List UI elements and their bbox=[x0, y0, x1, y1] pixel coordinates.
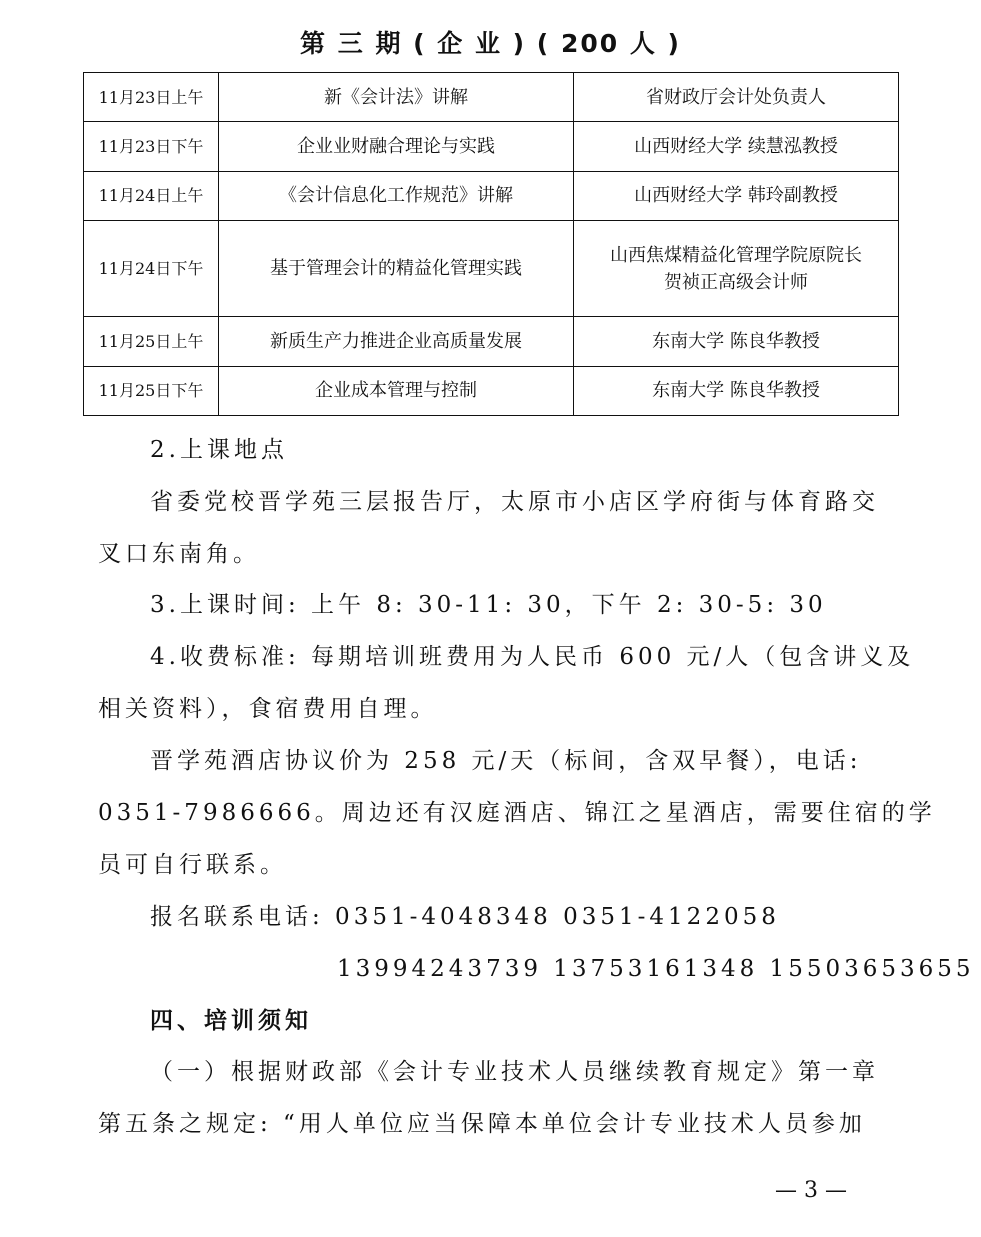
location-heading: 2.上课地点 bbox=[150, 437, 288, 463]
table-row bbox=[84, 122, 899, 171]
schedule-time: 11月24日下午 bbox=[84, 220, 219, 317]
page-number: — 3 — bbox=[775, 1178, 847, 1203]
hotel-info: 晋学苑酒店协议价为 258 元/天（标间，含双早餐），电话: bbox=[150, 748, 862, 774]
schedule-time: 11月25日下午 bbox=[84, 366, 219, 415]
contact-phones: 报名联系电话: 0351-4048348 0351-4122058 bbox=[150, 904, 780, 930]
schedule-topic: 《会计信息化工作规范》讲解 bbox=[219, 171, 574, 220]
schedule-topic: 新质生产力推进企业高质量发展 bbox=[219, 317, 574, 366]
table-row bbox=[84, 366, 899, 415]
schedule-lecturer bbox=[574, 220, 899, 317]
notice-paragraph-cont: 第五条之规定: “用人单位应当保障本单位会计专业技术人员参加 bbox=[98, 1111, 866, 1137]
hotel-info-end: 员可自行联系。 bbox=[98, 852, 287, 878]
table-row bbox=[84, 317, 899, 366]
lecturer-line-2: 贺祯正高级会计师 bbox=[664, 271, 808, 293]
schedule-time: 11月25日上午 bbox=[84, 317, 219, 366]
schedule-time: 11月23日上午 bbox=[84, 73, 219, 122]
lecturer-line-1: 山西焦煤精益化管理学院原院长 bbox=[610, 244, 862, 266]
table-row bbox=[84, 220, 899, 317]
schedule-lecturer: 东南大学 陈良华教授 bbox=[574, 317, 899, 366]
schedule-table bbox=[83, 72, 899, 416]
schedule-lecturer: 省财政厅会计处负责人 bbox=[574, 73, 899, 122]
location-text-cont: 叉口东南角。 bbox=[98, 541, 260, 567]
schedule-time: 11月24日上午 bbox=[84, 171, 219, 220]
schedule-topic: 企业成本管理与控制 bbox=[219, 366, 574, 415]
schedule-lecturer: 山西财经大学 韩玲副教授 bbox=[574, 171, 899, 220]
training-notice-heading: 四、培训须知 bbox=[150, 1008, 312, 1034]
fee-standard: 4.收费标准: 每期培训班费用为人民币 600 元/人（包含讲义及 bbox=[150, 644, 915, 670]
class-time: 3.上课时间: 上午 8: 30-11: 30，下午 2: 30-5: 30 bbox=[150, 592, 827, 618]
schedule-topic: 基于管理会计的精益化管理实践 bbox=[219, 220, 574, 317]
schedule-lecturer: 东南大学 陈良华教授 bbox=[574, 366, 899, 415]
section-title: 第 三 期 ( 企 业 ) ( 200 人 ) bbox=[300, 29, 681, 58]
table-row bbox=[84, 171, 899, 220]
schedule-lecturer: 山西财经大学 续慧泓教授 bbox=[574, 122, 899, 171]
schedule-topic: 新《会计法》讲解 bbox=[219, 73, 574, 122]
contact-mobiles: 13994243739 13753161348 15503653655 bbox=[337, 956, 975, 982]
fee-standard-cont: 相关资料），食宿费用自理。 bbox=[98, 696, 438, 722]
notice-paragraph: （一）根据财政部《会计专业技术人员继续教育规定》第一章 bbox=[150, 1059, 879, 1085]
location-text: 省委党校晋学苑三层报告厅，太原市小店区学府街与体育路交 bbox=[150, 489, 879, 515]
table-row bbox=[84, 73, 899, 122]
schedule-time: 11月23日下午 bbox=[84, 122, 219, 171]
schedule-topic: 企业业财融合理论与实践 bbox=[219, 122, 574, 171]
hotel-info-cont: 0351-7986666。周边还有汉庭酒店、锦江之星酒店，需要住宿的学 bbox=[98, 800, 936, 826]
